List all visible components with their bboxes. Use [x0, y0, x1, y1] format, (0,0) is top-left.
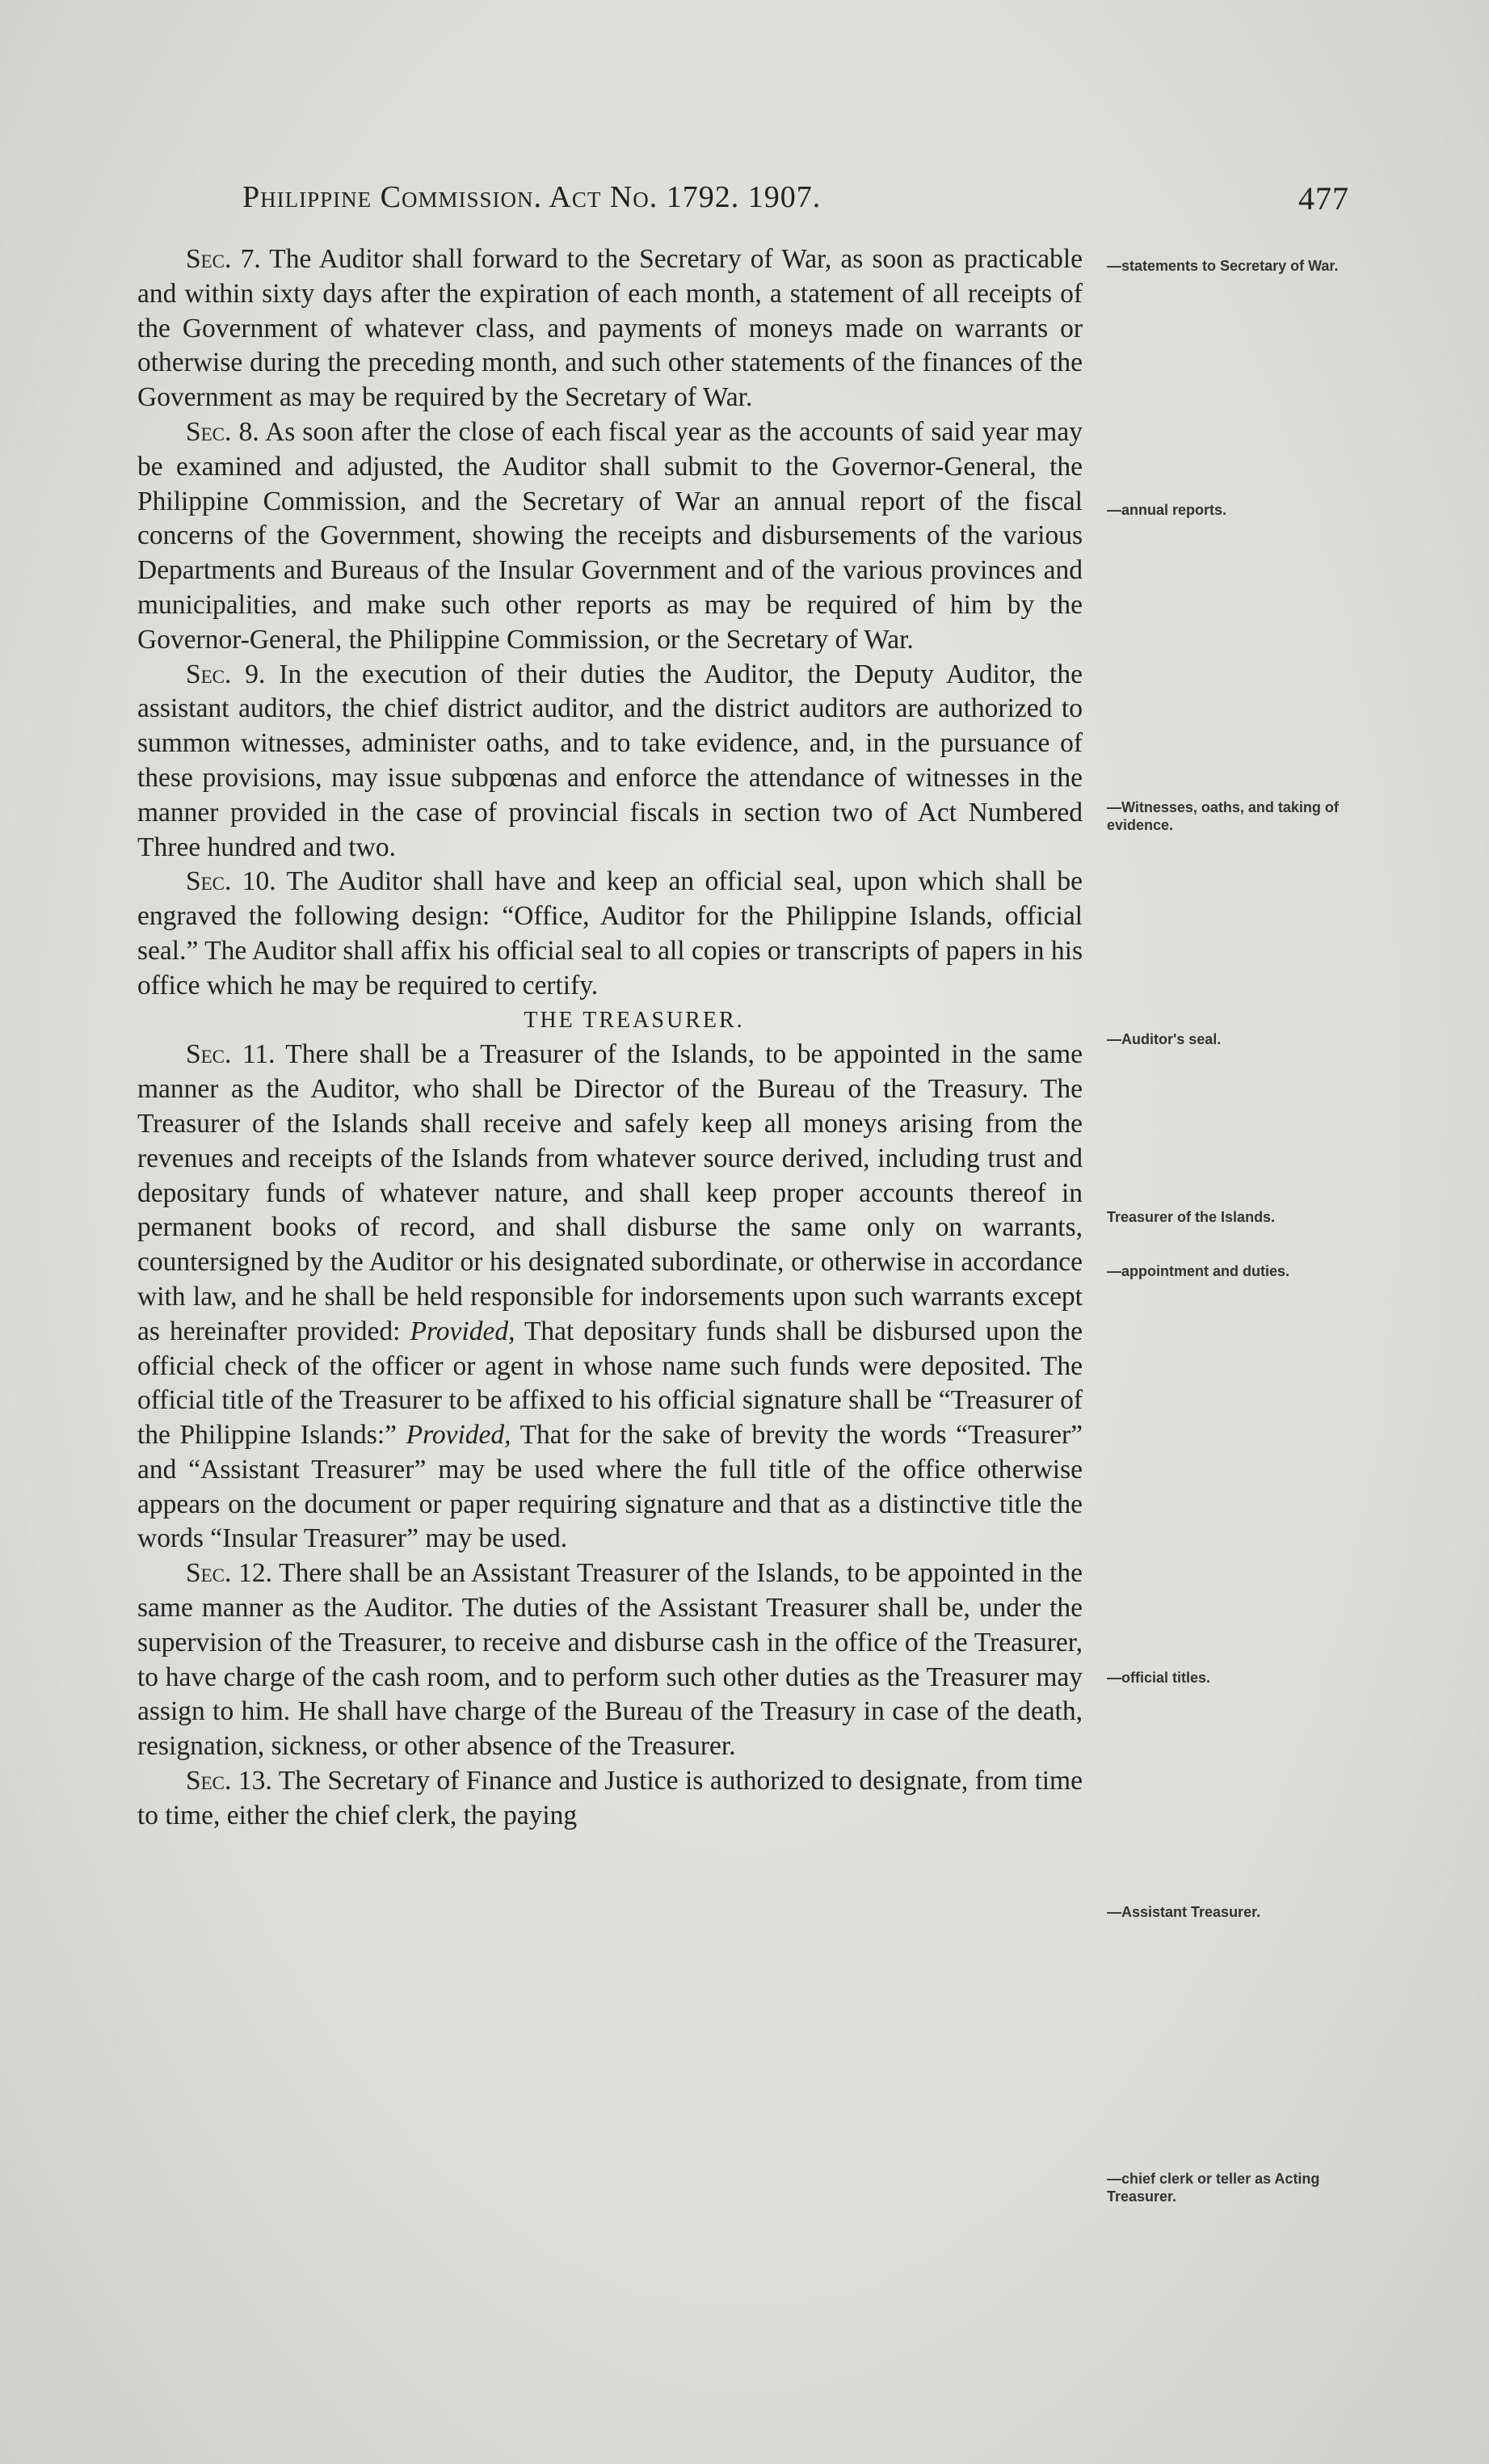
- section-label: Sec. 11.: [186, 1039, 276, 1070]
- section-label: Sec. 13.: [186, 1766, 272, 1796]
- section-12: [137, 1556, 1083, 1764]
- page-number: 477: [1298, 180, 1349, 217]
- margin-note-official-titles: —official titles.: [1107, 1670, 1211, 1686]
- section-13: [137, 1764, 1083, 1834]
- margin-note-chief-clerk: —chief clerk or teller as Acting Treasurer.: [1107, 2171, 1320, 2205]
- section-label: Sec. 8.: [186, 416, 259, 447]
- section-text: The Secretary of Finance and Justice is authorized to designate, from time to time, either the chief clerk, the paying: [137, 1766, 1083, 1830]
- section-10: [137, 865, 1083, 1003]
- margin-note-appointment: —appointment and duties.: [1107, 1263, 1290, 1279]
- section-label: Sec. 12.: [186, 1558, 273, 1589]
- section-label: Sec. 7.: [186, 244, 261, 274]
- section-text: The Auditor shall have and keep an official seal, upon which shall be engraved the following design: “Office, Auditor for the Philippine Islands, official seal.” The Auditor shall affix his official seal to all copies or transcripts of papers in his office which he may be required to certify.: [137, 866, 1083, 1000]
- margin-note-annual-reports: —annual reports.: [1107, 502, 1227, 518]
- section-text: There shall be an Assistant Treasurer of the Islands, to be appointed in the same manner as the Auditor. The duties of the Assistant Treasurer shall be, under the supervision of the Treasurer, to receive and disburse cash in the office of the Treasurer, to have charge of the cash room, and to perform such other duties as the Treasurer may assign to him. He shall have charge of the Bureau of the Treasury in case of the death, resignation, sickness, or other absence of the Treasurer.: [137, 1558, 1083, 1762]
- section-text: There shall be a Treasurer of the Islands, to be appointed in the same manner as the Auditor, who shall be Director of the Bureau of the Treasury. The Treasurer of the Islands shall receive and safely keep all moneys arising from the revenues and receipts of the Islands from whatever source derived, including trust and depositary funds of whatever nature, and shall keep proper accounts thereof in permanent books of record, and shall disburse the same only on warrants, countersigned by the Auditor or his designated subordinate, or otherwise in accordance with law, and he shall be held responsible for indorsements upon such warrants except as hereinafter provided:: [137, 1039, 1083, 1346]
- page-header: [242, 179, 1349, 228]
- section-11: [137, 1038, 1083, 1556]
- section-8: [137, 415, 1083, 658]
- section-7: [137, 242, 1083, 415]
- section-text: As soon after the close of each fiscal year as the accounts of said year may be examined and adjusted, the Auditor shall submit to the Governor-General, the Philippine Commission, and the Secretary of War an annual report of the fiscal concerns of the Government, showing the receipts and disbursements of the various Departments and Bureaus of the Insular Government and of the various provinces and municipalities, and make such other reports as may be required of him by the Governor-General, the Philippine Commission, or the Secretary of War.: [137, 416, 1083, 655]
- section-text: That depositary funds shall be disbursed upon the official check of the officer or agent in whose name such funds were deposited. The official title of the Treasurer to be affixed to his official signature shall be “Treasurer of the Philippine Islands:”: [137, 1316, 1083, 1451]
- margin-note-assistant-treasurer: —Assistant Treasurer.: [1107, 1904, 1261, 1920]
- section-heading-treasurer: THE TREASURER.: [524, 1007, 745, 1033]
- margin-note-witnesses: —Witnesses, oaths, and taking of evidence.: [1107, 799, 1339, 833]
- section-text: In the execution of their duties the Auditor, the Deputy Auditor, the assistant auditors, the chief district auditor, and the district auditors are authorized to summon witnesses, administer oaths, and to take evidence, and, in the pursuance of these provisions, may issue subpœnas and enforce the attendance of witnesses in the manner provided in the case of provincial fiscals in section two of Act Numbered Three hundred and two.: [137, 659, 1083, 862]
- margin-note-statements: —statements to Secretary of War.: [1107, 258, 1339, 274]
- body-text: [137, 242, 1083, 1834]
- section-label: Sec. 9.: [186, 659, 266, 689]
- margin-note-seal: —Auditor's seal.: [1107, 1031, 1222, 1047]
- provided-italic: Provided,: [406, 1420, 511, 1451]
- running-title: Philippine Commission. Act No. 1792. 1907.: [242, 180, 822, 214]
- section-9: [137, 658, 1083, 866]
- section-text: That for the sake of brevity the words “Treasurer” and “Assistant Treasurer” may be used where the full title of the office otherwise appears on the document or paper requiring signature and that as a distinctive title the words “Insular Treasurer” may be used.: [137, 1420, 1083, 1554]
- margin-note-treasurer: Treasurer of the Islands.: [1107, 1209, 1276, 1225]
- section-text: The Auditor shall forward to the Secretary of War, as soon as practicable and within sixty days after the expiration of each month, a statement of all receipts of the Government of whatever class, and payments of moneys made on warrants or otherwise during the preceding month, and such other statements of the finances of the Government as may be required by the Secretary of War.: [137, 244, 1083, 413]
- section-label: Sec. 10.: [186, 866, 276, 897]
- provided-italic: Provided,: [410, 1316, 515, 1346]
